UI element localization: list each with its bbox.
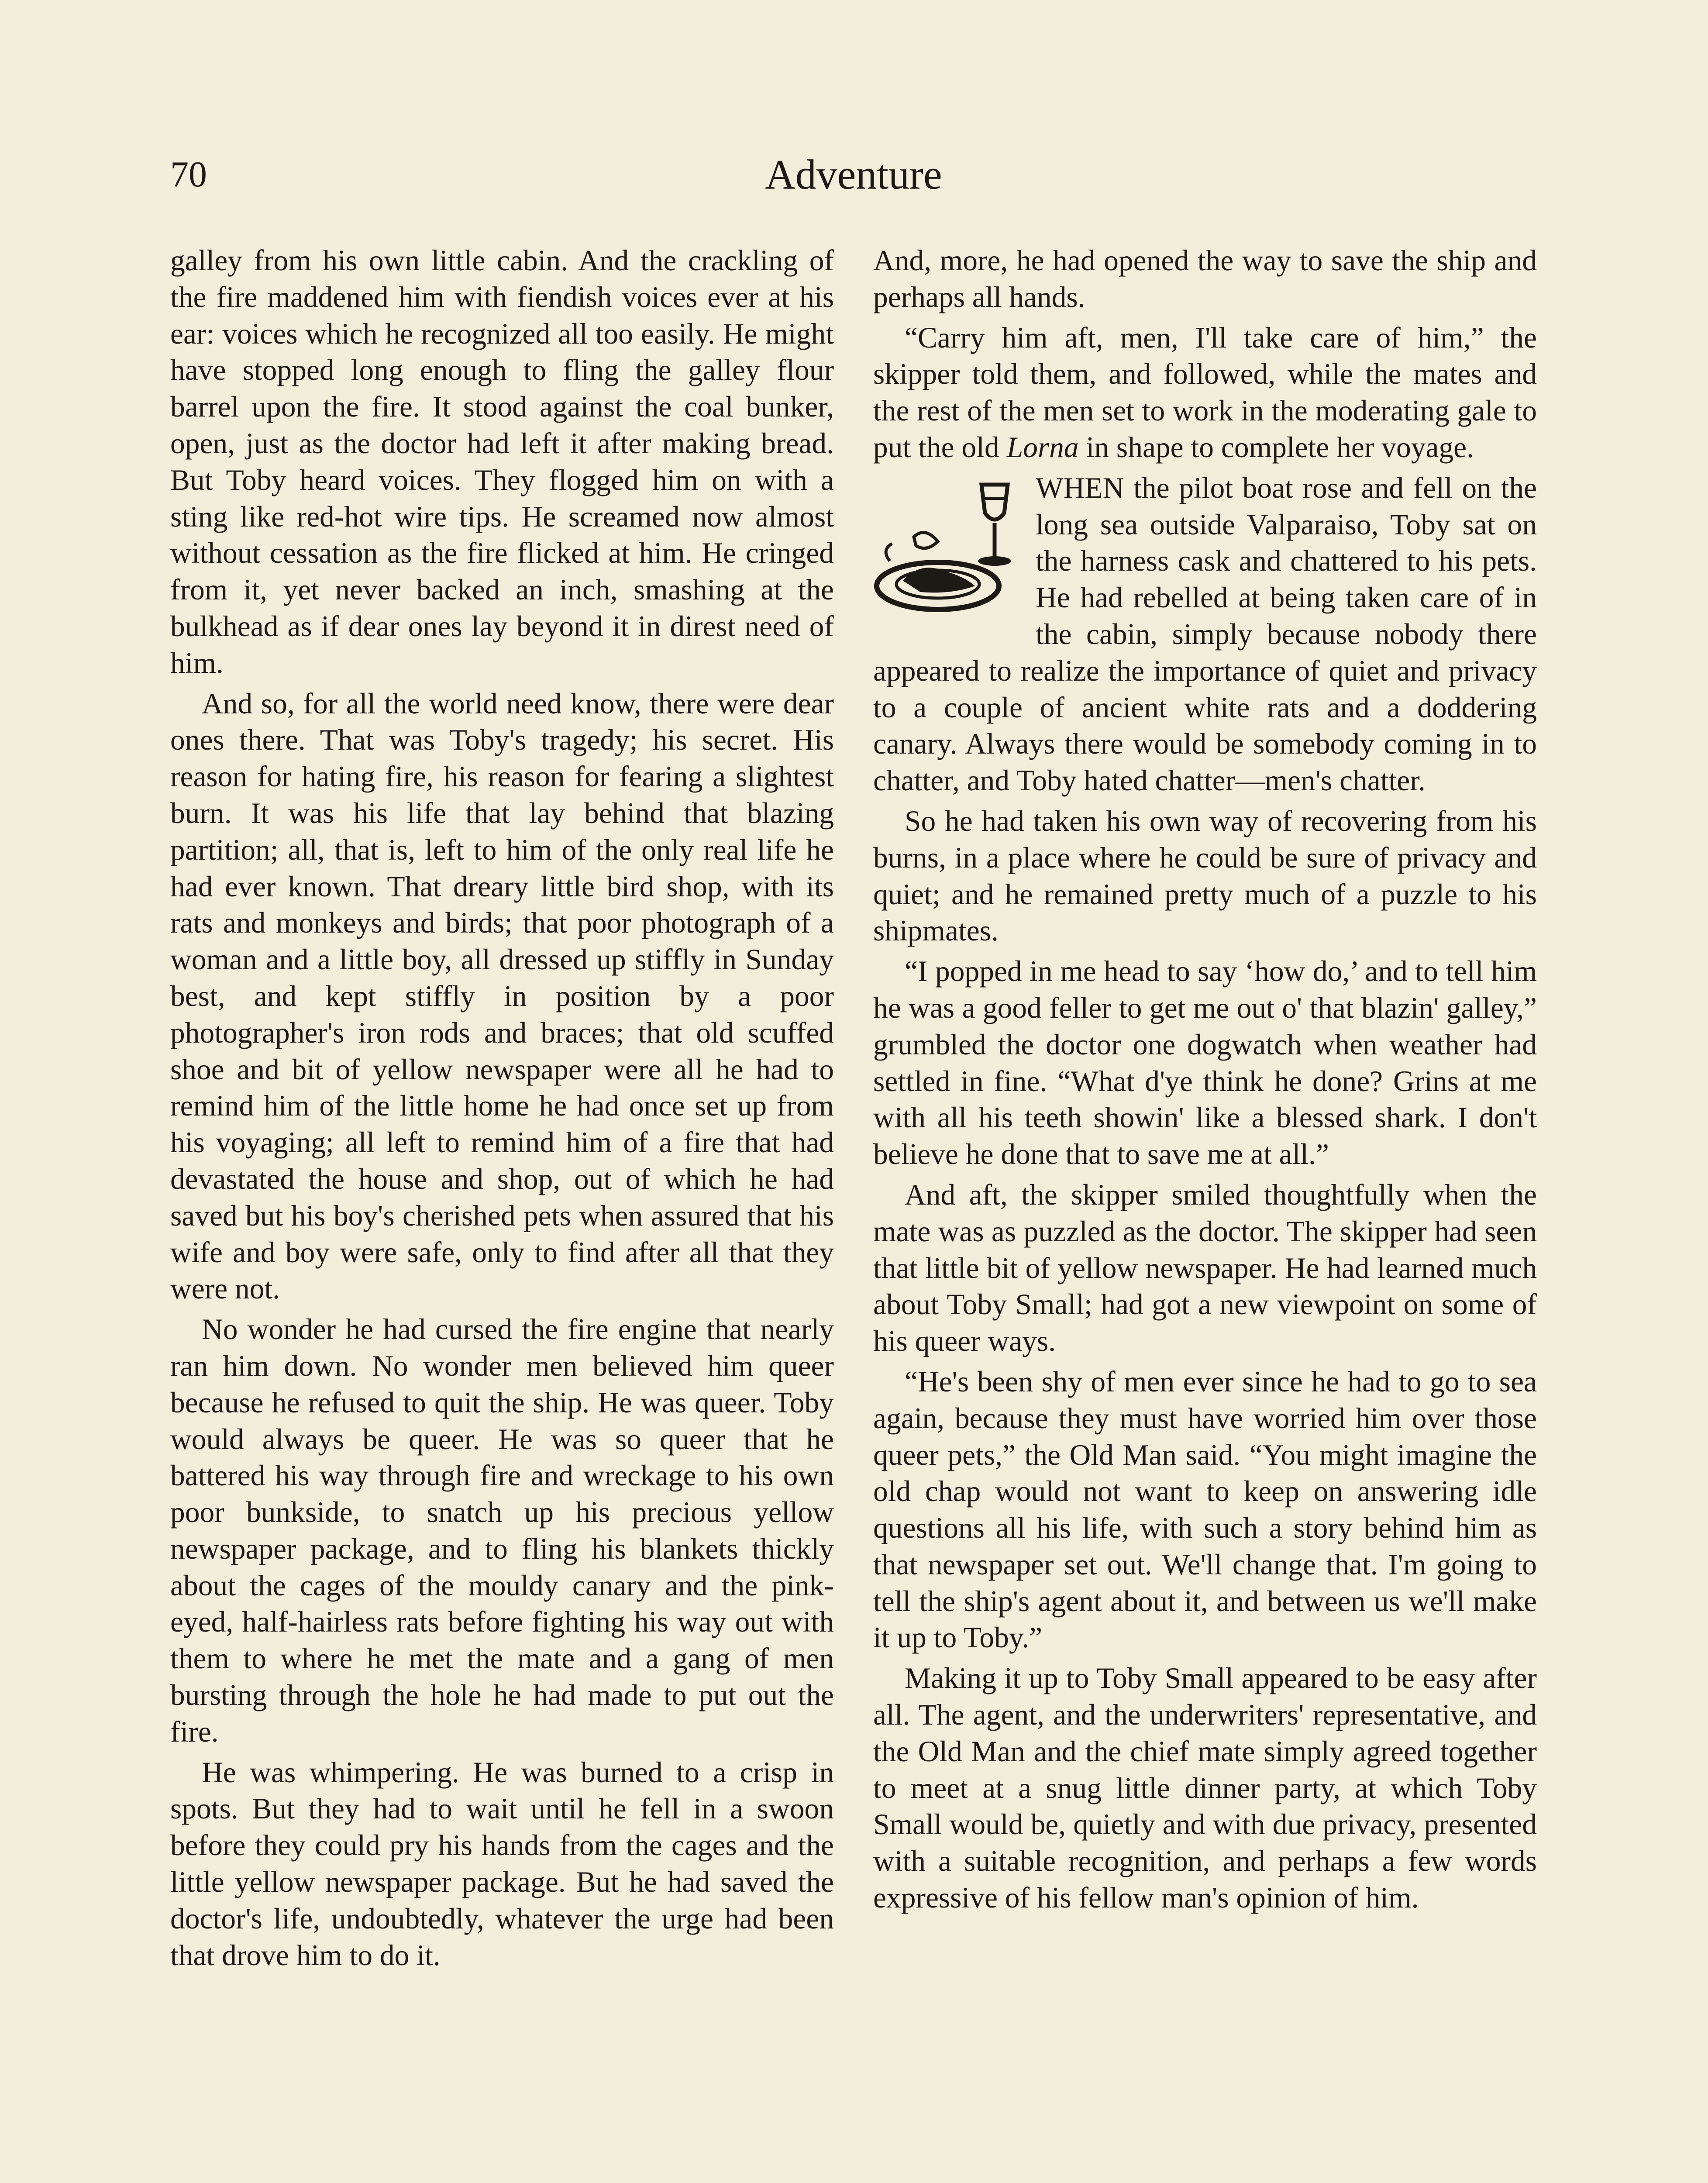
paragraph: “He's been shy of men ever since he had to go to sea again, because they must have worried him over those queer pets,” the Old Man said. “You might imagine the old chap would not want to keep on answering idle questions all his life, with such a story behind him as that newspaper set out. We'll change that. I'm going to tell the ship's agent about it, and between us we'll make it up to Toby.” bbox=[873, 1365, 1537, 1654]
running-head bbox=[170, 151, 1537, 207]
paragraph: “I popped in me head to say ‘how do,’ and to tell him he was a good feller to get me out o' that blazin' galley,” grumbled the doctor one dogwatch when weather had settled in fine. “What d'ye think he done? Grins at me with all his teeth showin' like a blessed shark. I don't believe he done that to save me at all.” bbox=[873, 955, 1537, 1171]
paragraph-text: in shape to complete her voyage. bbox=[1086, 430, 1474, 464]
paragraph: Making it up to Toby Small appeared to be easy after all. The agent, and the underwriters' representative, and the Old Man and the chief mate simply agreed together to meet at a snug little dinner party, at which Toby Small would be, quietly and with due privacy, presented with a suitable recognition, and perhaps a few words expressive of his fellow man's opinion of him. bbox=[873, 1662, 1537, 1914]
page-number: 70 bbox=[170, 154, 207, 195]
paragraph: And aft, the skipper smiled thoughtfully when the mate was as puzzled as the doctor. The skipper had seen that little bit of yellow newspaper. He had learned much about Toby Small; had got a new viewpoint on some of his queer ways. bbox=[873, 1178, 1537, 1358]
magazine-title: Adventure bbox=[765, 151, 942, 198]
section-opening-paragraph bbox=[873, 470, 1537, 799]
paragraph-text: “Carry him aft, men, I'll take care of him,” the skipper told them, and followed, while the mates and the rest of the men set to work in the moderating gale to put the old bbox=[873, 321, 1537, 464]
left-column bbox=[170, 242, 834, 1977]
paragraph: No wonder he had cursed the fire engine that nearly ran him down. No wonder men believed him queer because he refused to quit the ship. He was queer. Toby would always be queer. He was so queer that he battered his way through fire and wreckage to his own poor bunkside, to snatch up his precious yellow newspaper package, and to fling his blankets thickly about the cages of the mouldy canary and the pink-eyed, half-hairless rats before fighting his way out with them to where he met the mate and a gang of men bursting through the hole he had made to put out the fire. bbox=[170, 1313, 834, 1748]
right-column bbox=[873, 242, 1537, 1920]
paragraph: galley from his own little cabin. And the crackling of the fire maddened him with fiendish voices ever at his ear: voices which he recognized all too easily. He might have stopped long enough to fling the galley flour barrel upon the fire. It stood against the coal bunker, open, just as the doctor had left it after making bread. But Toby heard voices. They flogged him on with a sting like red-hot wire tips. He screamed now almost without cessation as the fire flicked at him. He cringed from it, yet never backed an inch, smashing at the bulkhead as if dear ones lay beyond it in direst need of him. bbox=[170, 244, 834, 679]
paragraph bbox=[873, 320, 1537, 466]
paragraph: And so, for all the world need know, there were dear ones there. That was Toby's tragedy; his secret. His reason for hating fire, his reason for fearing a slightest burn. It was his life that lay behind that blazing partition; all, that is, left to him of the only real life he had ever known. That dreary little bird shop, with its rats and monkeys and birds; that poor photograph of a woman and a little boy, all dressed up stiffly in Sunday best, and kept stiffly in position by a poor photographer's iron rods and braces; that old scuffed shoe and bit of yellow newspaper were all he had to remind him of the little home he had once set up from his voyaging; all left to remind him of a fire that had devastated the house and shop, out of which he had saved but his boy's cherished pets when assured that his wife and boy were safe, only to find after all that they were not. bbox=[170, 687, 834, 1305]
paragraph: He was whimpering. He was burned to a crisp in spots. But they had to wait until he fell in a swoon before they could pry his hands from the cages and the little yellow newspaper package. But he had saved the doctor's life, undoubtedly, whatever the urge had been that drove him to do it. bbox=[170, 1756, 834, 1972]
paragraph-text: WHEN the pilot boat rose and fell on the long sea outside Valparaiso, Toby sat on the harness cask and chattered to his pets. He had rebelled at being taken care of in the cabin, simply because nobody there appeared to realize the importance of quiet and privacy to a couple of ancient white rats and a doddering canary. Always there would be somebody coming in to chatter, and Toby hated chatter—men's chatter. bbox=[873, 471, 1537, 797]
plate-and-glass-icon bbox=[872, 472, 1030, 618]
ship-name: Lorna bbox=[1006, 430, 1079, 464]
paragraph: So he had taken his own way of recovering from his burns, in a place where he could be sure of privacy and quiet; and he remained pretty much of a puzzle to his shipmates. bbox=[873, 804, 1537, 947]
paragraph: And, more, he had opened the way to save the ship and perhaps all hands. bbox=[873, 244, 1537, 313]
